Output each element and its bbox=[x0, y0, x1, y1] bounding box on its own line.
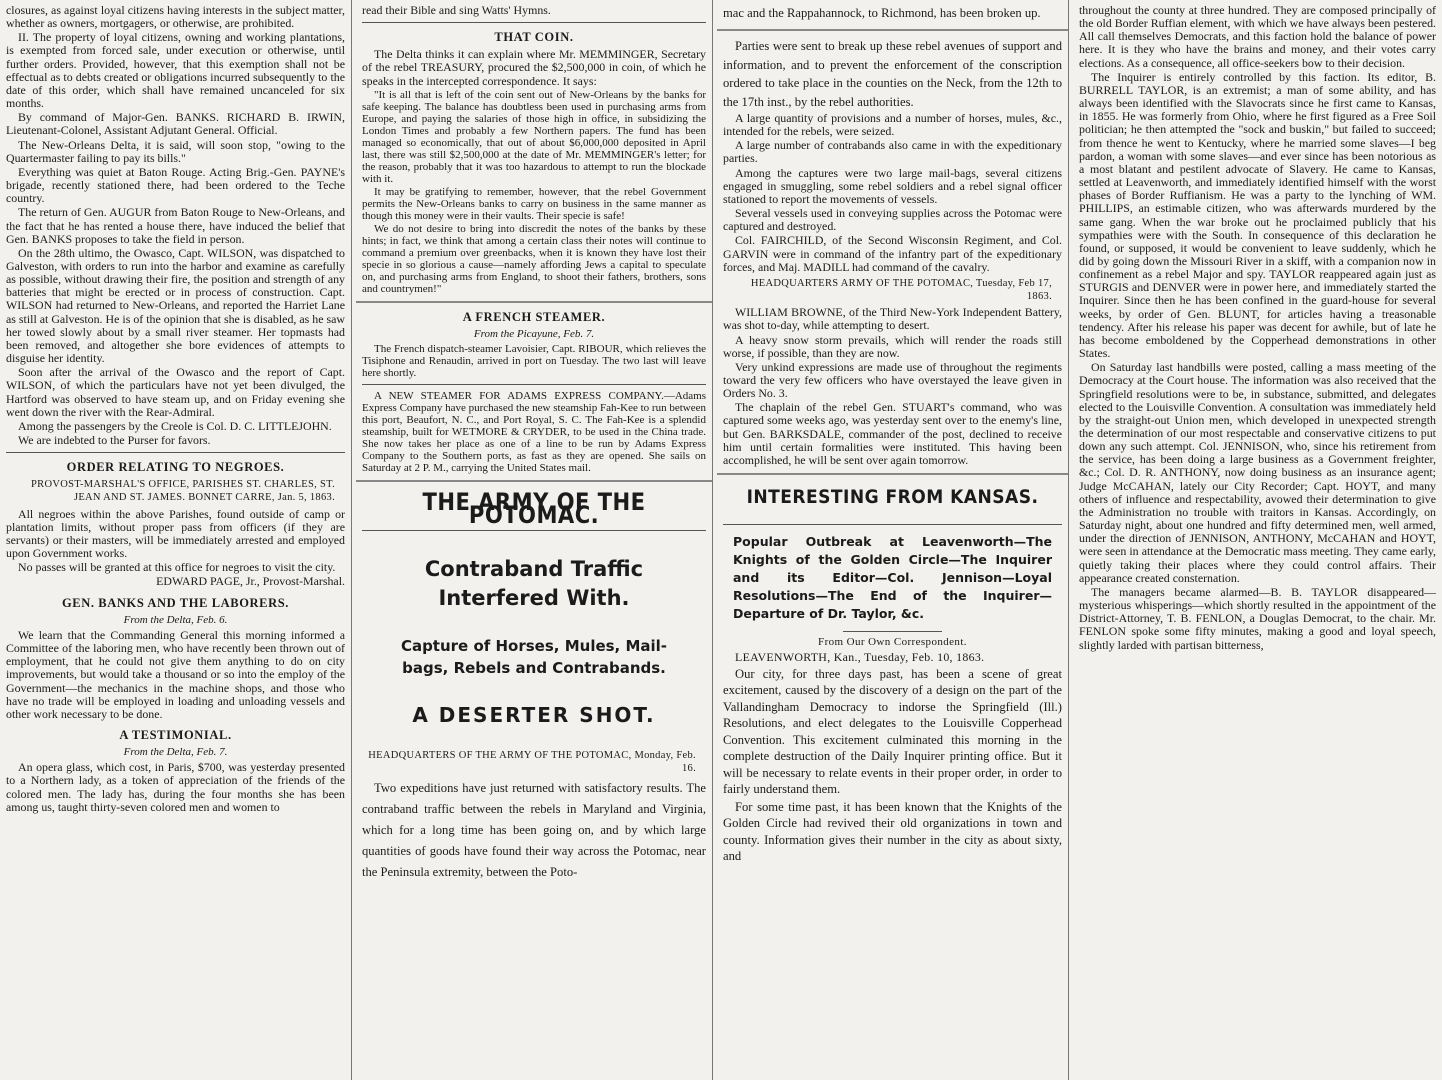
article-source: From Our Own Correspondent. bbox=[818, 636, 967, 649]
article-headline: Contraband Traffic Interfered With. bbox=[424, 557, 644, 611]
clipping-edge bbox=[717, 29, 1068, 31]
divider bbox=[723, 524, 1062, 525]
paragraph: Very unkind expressions are made use of throughout the regiments toward the very few officers who have overstayed the leave given in Orders No. 3. bbox=[723, 359, 1062, 401]
paragraph: Soon after the arrival of the Owasco and the report of Capt. WILSON, of which the particulars have not yet been divulged, the Hartford was observed to have steam up, and on Friday evening she went down the river with the Rear-Admiral. bbox=[6, 365, 345, 419]
divider bbox=[362, 384, 706, 385]
paragraph: For some time past, it has been known that the Knights of the Golden Circle had revived their old organizations in town and county. Information gives their number in the city as about sixty, and bbox=[723, 799, 1062, 864]
paragraph: The managers became alarmed—B. B. TAYLOR disappeared—mysterious whisperings—which shortly resulted in the appointment of the District-Attorney, T. B. FENLON, a Douglas Democrat, to the chair. Mr. FENLON spoke some fifty minutes, making a good and loyal speech, slightly larded with partisan bitterness, bbox=[1079, 584, 1436, 652]
article-source: From the Delta, Feb. 6. bbox=[123, 613, 228, 626]
paragraph: II. The property of loyal citizens, owning and working plantations, is exempted from forced sale, under execution or otherwise, until further orders. Provided, however, that this exemption shall not be effectual as to debts created or obligations incurred subsequently to the date of this order, which shall have remained uncanceled for six months. bbox=[6, 30, 345, 111]
article-headline: A DESERTER SHOT. bbox=[412, 703, 656, 728]
paragraph: The Delta thinks it can explain where Mr. MEMMINGER, Secretary of the rebel TREASURY, procured the $2,500,000 in coin, of which he speaks in the intercepted correspondence. It says: bbox=[362, 47, 706, 88]
paragraph: The return of Gen. AUGUR from Baton Rouge to New-Orleans, and the fact that he has rented a house there, have induced the belief that Gen. BANKS proposes to take the field in person. bbox=[6, 205, 345, 246]
column-1 bbox=[0, 0, 352, 1080]
clipping-edge bbox=[356, 301, 712, 303]
paragraph: Col. FAIRCHILD, of the Second Wisconsin Regiment, and Col. GARVIN were in command of the infantry part of the expeditionary forces, and Maj. MADILL had command of the cavalry. bbox=[723, 233, 1062, 274]
paragraph: Parties were sent to break up these rebel avenues of support and information, and to prevent the enforcement of the conscription ordered to take place in the counties on the Neck, from the 12th to the 17th inst., by the rebel authorities. bbox=[723, 39, 1062, 109]
paragraph: A large quantity of provisions and a number of horses, mules, &c., intended for the rebels, were seized. bbox=[723, 111, 1062, 139]
paragraph: Our city, for three days past, has been a scene of great excitement, caused by the discovery of a design on the part of the Vallandingham Democracy to indorse the Springfield (Ill.) Resolutions, and elect delegates to the Louisville Copperhead Convention. This excitement culminated this morning in the complete destruction of the Daily Inquirer printing office. But it will be necessary to relate events in their proper order, in order to fairly understand them. bbox=[723, 666, 1062, 797]
column-4 bbox=[1073, 0, 1442, 1080]
article-headline: ORDER RELATING TO NEGROES. bbox=[66, 460, 285, 475]
signature-block: By command of Major-Gen. BANKS. RICHARD B. IRWIN, Lieutenant-Colonel, Assistant Adjutant General. Official. bbox=[6, 110, 345, 138]
paragraph: Among the passengers by the Creole is Col. D. C. LITTLEJOHN. bbox=[18, 418, 332, 433]
quoted-paragraph: We do not desire to bring into discredit the notes of the banks by these hints; in fact, we think that among a certain class their notes will continue to command a premium over greenbacks, when it is known they have lost their specie in so glorious a cause—namely affording Jews a capital to speculate on, and purchasing arms from England, to shoot their fathers, brothers, sons and countrymen!" bbox=[362, 222, 706, 295]
quoted-paragraph: It may be gratifying to remember, however, that the rebel Government permits the New-Orleans banks to carry on business in the same manner as though this money were in their vaults. Their specie is safe! bbox=[362, 185, 706, 222]
clipping-edge bbox=[717, 473, 1068, 475]
paragraph: A NEW STEAMER FOR ADAMS EXPRESS COMPANY.—Adams Express Company have purchased the new steamship Fah-Kee to run between this port, Beaufort, N. C., and Port Royal, S. C. The Fah-Kee is a splendid steamship, built for WETMORE & CRYDER, to be used in the China trade. She now takes her place as one of a line to be run by Adams Express Company to the Southern ports, as fast as they are opened. She sails on Saturday at 2 P. M., carrying the United States mail. bbox=[362, 390, 706, 475]
paragraph: The chaplain of the rebel Gen. STUART's command, who was captured some weeks ago, was yesterday sent over to the enemy's line, but Gen. BARKSDALE, commander of the post, declined to receive him until certain formalities were instituted. This having been accomplished, he will be sent over again tomorrow. bbox=[723, 400, 1062, 467]
paragraph: Everything was quiet at Baton Rouge. Acting Brig.-Gen. PAYNE's brigade, recently stationed there, had been ordered to the Teche country. bbox=[6, 164, 345, 206]
paragraph: All negroes within the above Parishes, found outside of camp or plantation limits, without proper pass from officers (if they are servants) or their masters, will be immediately arrested and employed upon Government works. bbox=[6, 506, 345, 561]
column-3 bbox=[717, 0, 1069, 1080]
paragraph: Two expeditions have just returned with satisfactory results. The contraband traffic between the rebels in Maryland and Virginia, which for a long time has been going on, and by which large quantities of goods have found their way across the Potomac, near the Peninsula extremity, between the Poto- bbox=[362, 780, 706, 879]
article-subheadline: Capture of Horses, Mules, Mail-bags, Rebels and Contrabands. bbox=[400, 637, 668, 678]
divider bbox=[362, 22, 706, 23]
article-headline: GEN. BANKS AND THE LABORERS. bbox=[61, 595, 290, 610]
article-headline: THAT COIN. bbox=[494, 30, 574, 45]
paragraph: closures, as against loyal citizens having interests in the subject matter, whether as owners, mortgagers, or otherwise, are prohibited. bbox=[6, 3, 345, 31]
dateline: LEAVENWORTH, Kan., Tuesday, Feb. 10, 1863. bbox=[735, 650, 985, 665]
paragraph: The Inquirer is entirely controlled by this faction. Its editor, B. BURRELL TAYLOR, is an extremist; a man of some ability, and has always been identified with the Slavocrats since he first came to Kansas, in 1855. He was formerly from Ohio, where he first figured as a Free Soil politician; he then attempted the "sock and buskin," but failed to succeed; from thence he went to Kentucky, where he married some slaves—I beg pardon, a woman with some slaves—and ever since has been notorious as a most blatant and pestilent advocate of Slavery. He came to Kansas, settled at Leavenworth, and immediately identified himself with the worst phases of Border Ruffianism. He was a party to the lynching of WM. PHILLIPS, an estimable citizen, who was afterwards murdered by the same gang. When the war broke out he proclaimed publicly that his sympathies were with the South. In consequence of this declaration he found, or supposed, it would be convenient to leave suddenly, which he did by going down the Missouri River in a skiff, with a companion now in confinement as a rebel Major and spy. TAYLOR reappeared again just as STURGIS and DENVER were in power here, and immediately started the Inquirer. Since then he has been confined in the guard-house for several weeks, by order of Gen. BLUNT, for articles having a treasonable tendency. After his release his paper was decent for awhile, but of late he has become emboldened by the Copperhead demonstrations in other States. bbox=[1079, 69, 1436, 361]
paragraph: The New-Orleans Delta, it is said, will soon stop, "owing to the Quartermaster failing to pay its bills." bbox=[6, 137, 345, 165]
dateline: HEADQUARTERS ARMY OF THE POTOMAC, Tuesday, Feb 17, 1863. bbox=[750, 277, 1052, 303]
paragraph: Among the captures were two large mail-bags, several citizens engaged in smuggling, some rebel soldiers and a rebel signal officer stationed to report the movements of vessels. bbox=[723, 165, 1062, 206]
paragraph: On Saturday last handbills were posted, calling a mass meeting of the Democracy at the Court house. The information was also received that the Springfield resolutions were to be, in substance, submitted, and delegates elected to the Louisville Convention. A consultation was immediately held by the straight-out Union men, which developed in unexpected strength the determination of our most respectable and conservative citizens to put down any such attempt. Col. JENNISON, who, since his retirement from the service, has been doing a large business as a Government freighter, &c.; Col. D. R. ANTHONY, now doing business as an insurance agent; Judge McCAHAN, lately our City Recorder; Capt. HOYT, and many others of influence and respectability, avowed their determination to give the Administration no trouble with traitors in Kansas. Accordingly, on Saturday night, about one hundred and fifty determined men, well armed, under the direction of JENNISON, ANTHONY, McCAHAN and HOYT, were seen in attendance at the Democratic mass meeting. They came early, quietly taking their places where they could control affairs. Their appearance created consternation. bbox=[1079, 360, 1436, 585]
paragraph: read their Bible and sing Watts' Hymns. bbox=[362, 3, 551, 17]
clipping-edge bbox=[356, 480, 712, 482]
article-headline: INTERESTING FROM KANSAS. bbox=[746, 486, 1039, 509]
dateline: PROVOST-MARSHAL'S OFFICE, PARISHES ST. CHARLES, ST. JEAN AND ST. JAMES. BONNET CARRE, Jan. 5, 1863. bbox=[31, 479, 335, 504]
paragraph: Several vessels used in conveying supplies across the Potomac were captured and destroyed. bbox=[723, 206, 1062, 234]
article-headline: A FRENCH STEAMER. bbox=[462, 309, 606, 324]
paragraph: WILLIAM BROWNE, of the Third New-York Independent Battery, was shot to-day, while attempting to desert. bbox=[723, 305, 1062, 333]
paragraph: An opera glass, which cost, in Paris, $700, was yesterday presented to a Northern lady, as a token of appreciation of the friends of the colored men. The lady has, during the four months she has been among us, taught thirty-seven colored men and women to bbox=[6, 760, 345, 814]
paragraph: We are indebted to the Purser for favors. bbox=[18, 433, 211, 447]
article-source: From the Delta, Feb. 7. bbox=[123, 746, 228, 759]
divider bbox=[362, 530, 706, 531]
paragraph: The French dispatch-steamer Lavoisier, Capt. RIBOUR, which relieves the Tisiphone and Renaudin, arrived in port on Tuesday. The two last will leave here shortly. bbox=[362, 343, 706, 380]
paragraph: A heavy snow storm prevails, which will render the roads still worse, if possible, than they are now. bbox=[723, 332, 1062, 360]
paragraph: We learn that the Commanding General this morning informed a Committee of the laboring men, who have recently been thrown out of employment, that he could not give them anything to do on city improvements, but would take a thousand or so into the employ of the Government—the mechanics in the machine shops, and those who have no trade will be employed in loading and unloading vessels and other work necessary to be done. bbox=[6, 627, 345, 721]
paragraph: No passes will be granted at this office for negroes to visit the city. bbox=[18, 560, 336, 575]
column-2 bbox=[356, 0, 713, 1080]
divider bbox=[843, 631, 942, 632]
quoted-paragraph: "It is all that is left of the coin sent out of New-Orleans by the banks for safe keeping. The balance has doubtless been used in purchasing arms from Europe, and paying the salaries of those high in office, in subsidizing the London Times and probably a few Northern papers. The fund has been managed so economically, that out of about $6,000,000 deposited in April last, there was still $2,500,000 at the date of Mr. MEMMINGER's letter; for the reason, probably that it was too hazardous to attempt to run the blockade with it. bbox=[362, 88, 706, 185]
article-deck: Popular Outbreak at Leavenworth—The Knights of the Golden Circle—The Inquirer and its Editor—Col. Jennison—Loyal Resolutions—The End of the Inquirer—Departure of Dr. Taylor, &c. bbox=[733, 534, 1052, 622]
paragraph: mac and the Rappahannock, to Richmond, has been broken up. bbox=[723, 6, 1041, 20]
article-headline: A TESTIMONIAL. bbox=[119, 727, 232, 742]
paragraph: On the 28th ultimo, the Owasco, Capt. WILSON, was dispatched to Galveston, with orders to run into the harbor and examine as carefully as possible, without drawing their fire, the position and strength of any batteries that might be erected or in process of construction. Capt. WILSON had returned to New-Orleans, and reported the Harriet Lane as still at Galveston. He is of the opinion that she is disabled, as he saw her towed slowly about by a small river steamer. Her topmasts had been removed, and altogether she bore evidences of attempts to disguise her identity. bbox=[6, 245, 345, 366]
divider bbox=[6, 452, 345, 453]
section-headline: THE ARMY OF THE POTOMAC. bbox=[422, 488, 646, 530]
paragraph: A large number of contrabands also came in with the expeditionary parties. bbox=[723, 138, 1062, 166]
paragraph: throughout the county at three hundred. They are composed principally of the old Border Ruffian element, with which we have always been pestered. All call themselves Democrats, and this faction hold the balance of power here. It is they who have the brains and money, and their votes carry elections. As a consequence, all office-seekers bow to their decision. bbox=[1079, 3, 1436, 70]
article-source: From the Picayune, Feb. 7. bbox=[473, 327, 595, 340]
dateline: HEADQUARTERS OF THE ARMY OF THE POTOMAC, Monday, Feb. 16. bbox=[368, 749, 696, 774]
signature-line: EDWARD PAGE, Jr., Provost-Marshal. bbox=[156, 574, 345, 589]
